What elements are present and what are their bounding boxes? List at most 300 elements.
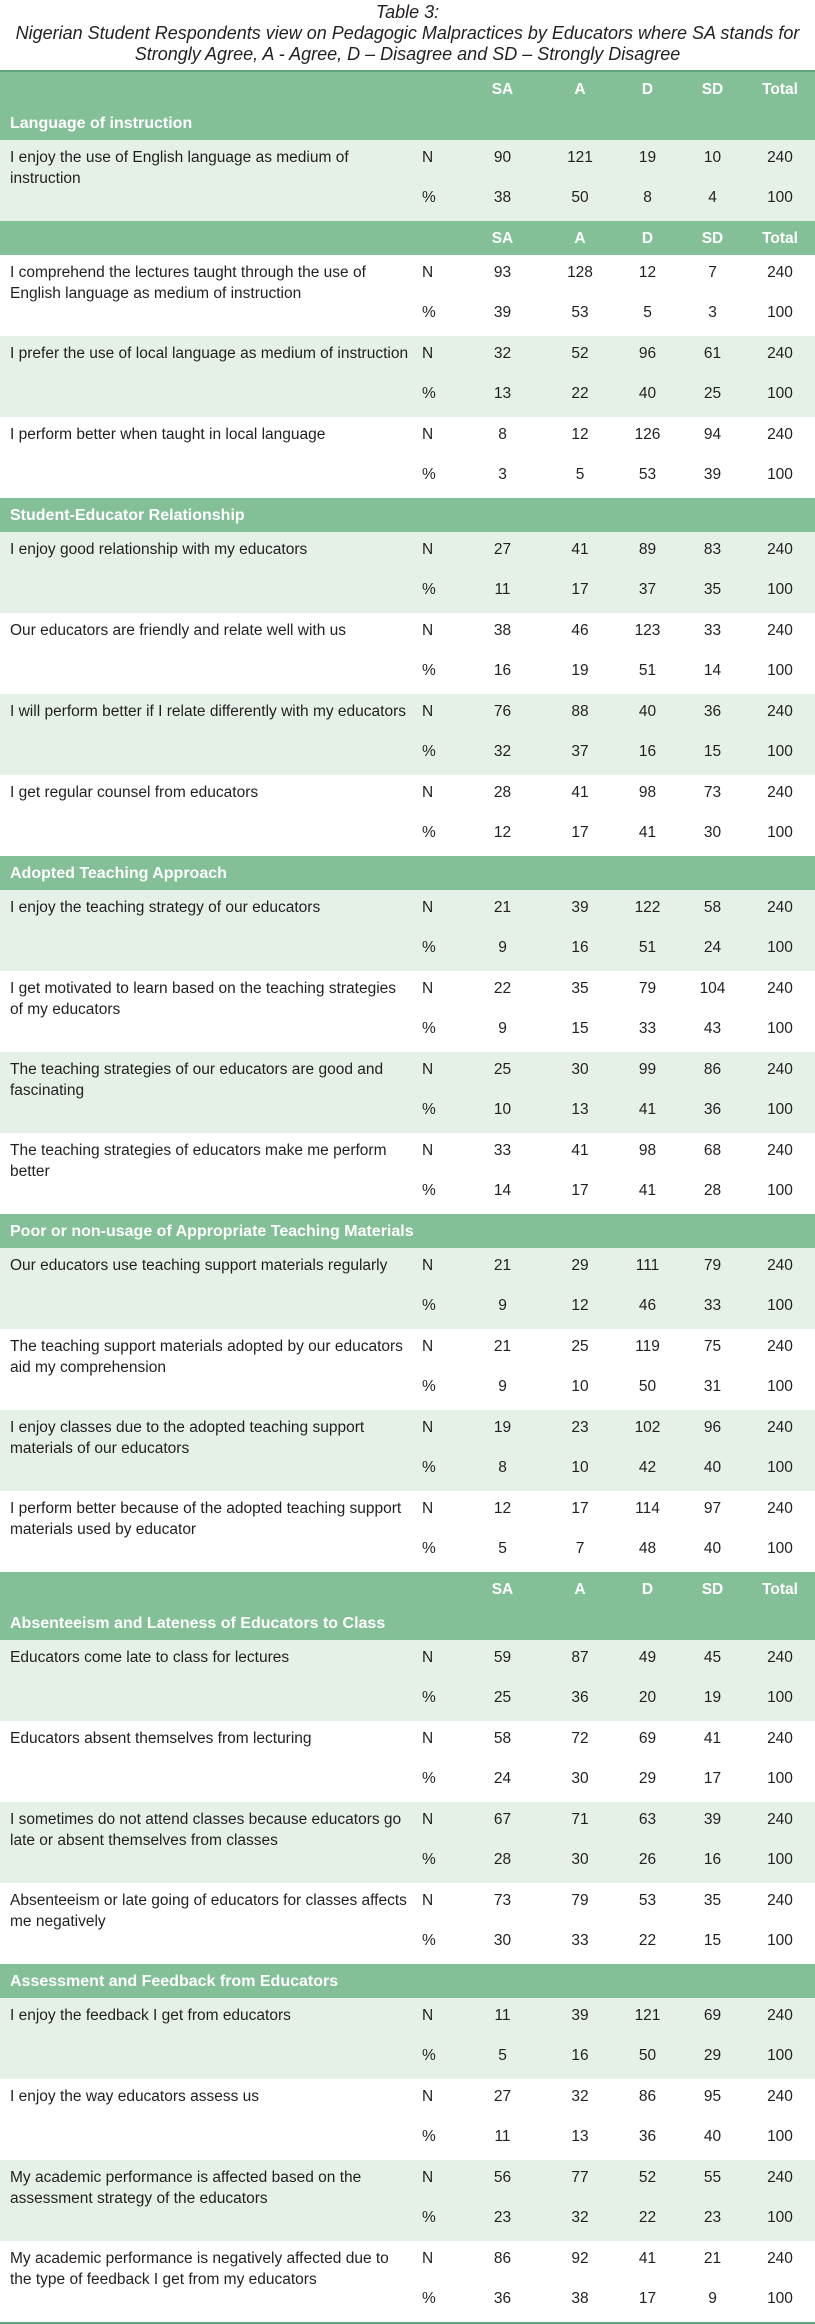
percent-cell: 5 <box>460 1532 545 1572</box>
count-cell: 33 <box>460 1133 545 1174</box>
count-cell: 39 <box>545 1998 615 2039</box>
percent-tag: % <box>420 296 460 336</box>
count-cell: 69 <box>680 1998 745 2039</box>
column-header: D <box>615 221 680 255</box>
table-row-count <box>0 775 815 816</box>
percent-cell: 37 <box>545 735 615 775</box>
column-header: D <box>615 71 680 106</box>
table-row-count <box>0 532 815 573</box>
percent-cell: 100 <box>745 1093 815 1133</box>
percent-tag: % <box>420 1762 460 1802</box>
percent-tag: % <box>420 2282 460 2323</box>
column-header: Total <box>745 71 815 106</box>
table-row-count <box>0 1491 815 1532</box>
percent-cell: 15 <box>680 735 745 775</box>
n-tag: N <box>420 2079 460 2120</box>
percent-cell: 100 <box>745 2120 815 2160</box>
section-title: Assessment and Feedback from Educators <box>0 1964 815 1998</box>
percent-cell: 10 <box>460 1093 545 1133</box>
percent-cell: 32 <box>545 2201 615 2241</box>
statement-label: Educators come late to class for lectures <box>0 1640 420 1721</box>
percent-cell: 41 <box>615 1174 680 1214</box>
percent-cell: 8 <box>460 1451 545 1491</box>
statement-label: The teaching strategies of educators make me perform better <box>0 1133 420 1214</box>
n-tag: N <box>420 1052 460 1093</box>
percent-cell: 100 <box>745 1532 815 1572</box>
section-title: Student-Educator Relationship <box>0 498 815 532</box>
column-header: SA <box>460 221 545 255</box>
percent-cell: 10 <box>545 1451 615 1491</box>
count-cell: 240 <box>745 1329 815 1370</box>
percent-cell: 33 <box>680 1289 745 1329</box>
count-cell: 89 <box>615 532 680 573</box>
count-cell: 240 <box>745 1883 815 1924</box>
table-row-count <box>0 2241 815 2282</box>
count-cell: 77 <box>545 2160 615 2201</box>
survey-table <box>0 70 815 2324</box>
count-cell: 95 <box>680 2079 745 2120</box>
percent-cell: 12 <box>460 816 545 856</box>
percent-cell: 100 <box>745 1289 815 1329</box>
count-cell: 87 <box>545 1640 615 1681</box>
n-tag: N <box>420 1802 460 1843</box>
percent-cell: 23 <box>680 2201 745 2241</box>
percent-cell: 19 <box>680 1681 745 1721</box>
percent-cell: 100 <box>745 458 815 498</box>
n-tag: N <box>420 1998 460 2039</box>
count-cell: 240 <box>745 694 815 735</box>
percent-cell: 100 <box>745 1174 815 1214</box>
percent-cell: 100 <box>745 1451 815 1491</box>
percent-cell: 20 <box>615 1681 680 1721</box>
percent-cell: 24 <box>680 931 745 971</box>
percent-cell: 100 <box>745 181 815 221</box>
percent-cell: 100 <box>745 1370 815 1410</box>
count-cell: 240 <box>745 971 815 1012</box>
count-cell: 27 <box>460 532 545 573</box>
table-row-count <box>0 1329 815 1370</box>
count-cell: 102 <box>615 1410 680 1451</box>
count-cell: 114 <box>615 1491 680 1532</box>
count-cell: 49 <box>615 1640 680 1681</box>
percent-cell: 9 <box>460 931 545 971</box>
table-row-count <box>0 255 815 296</box>
count-cell: 73 <box>460 1883 545 1924</box>
count-cell: 69 <box>615 1721 680 1762</box>
percent-cell: 36 <box>460 2282 545 2323</box>
count-cell: 39 <box>545 890 615 931</box>
n-tag: N <box>420 613 460 654</box>
header-blank-cell <box>0 1572 420 1606</box>
percent-cell: 50 <box>545 181 615 221</box>
percent-cell: 100 <box>745 1762 815 1802</box>
percent-cell: 31 <box>680 1370 745 1410</box>
percent-tag: % <box>420 1289 460 1329</box>
percent-tag: % <box>420 931 460 971</box>
count-cell: 75 <box>680 1329 745 1370</box>
percent-cell: 100 <box>745 931 815 971</box>
section-header-row <box>0 1606 815 1640</box>
count-cell: 10 <box>680 140 745 181</box>
percent-cell: 22 <box>545 377 615 417</box>
count-cell: 30 <box>545 1052 615 1093</box>
percent-cell: 51 <box>615 931 680 971</box>
percent-cell: 53 <box>615 458 680 498</box>
percent-cell: 23 <box>460 2201 545 2241</box>
percent-cell: 12 <box>545 1289 615 1329</box>
column-header: SD <box>680 1572 745 1606</box>
count-cell: 240 <box>745 532 815 573</box>
percent-cell: 3 <box>460 458 545 498</box>
percent-cell: 100 <box>745 735 815 775</box>
count-cell: 67 <box>460 1802 545 1843</box>
statement-label: Educators absent themselves from lecturing <box>0 1721 420 1802</box>
count-cell: 94 <box>680 417 745 458</box>
percent-cell: 100 <box>745 1843 815 1883</box>
count-cell: 68 <box>680 1133 745 1174</box>
percent-cell: 15 <box>680 1924 745 1964</box>
statement-label: I enjoy the feedback I get from educators <box>0 1998 420 2079</box>
percent-cell: 11 <box>460 2120 545 2160</box>
percent-cell: 40 <box>680 1532 745 1572</box>
n-tag: N <box>420 971 460 1012</box>
table-row-count <box>0 1052 815 1093</box>
count-cell: 52 <box>545 336 615 377</box>
percent-cell: 33 <box>545 1924 615 1964</box>
percent-cell: 50 <box>615 2039 680 2079</box>
count-cell: 126 <box>615 417 680 458</box>
percent-cell: 35 <box>680 573 745 613</box>
count-cell: 11 <box>460 1998 545 2039</box>
count-cell: 27 <box>460 2079 545 2120</box>
percent-cell: 30 <box>460 1924 545 1964</box>
table-row-count <box>0 2079 815 2120</box>
table-row-count <box>0 140 815 181</box>
count-cell: 111 <box>615 1248 680 1289</box>
percent-tag: % <box>420 458 460 498</box>
percent-cell: 19 <box>545 654 615 694</box>
survey-table-body <box>0 71 815 2323</box>
percent-cell: 100 <box>745 1681 815 1721</box>
count-cell: 17 <box>545 1491 615 1532</box>
n-tag: N <box>420 1133 460 1174</box>
count-cell: 240 <box>745 2160 815 2201</box>
statement-label: I perform better when taught in local language <box>0 417 420 498</box>
percent-cell: 14 <box>460 1174 545 1214</box>
percent-cell: 17 <box>615 2282 680 2323</box>
count-cell: 7 <box>680 255 745 296</box>
percent-tag: % <box>420 1924 460 1964</box>
statement-label: I get motivated to learn based on the teaching strategies of my educators <box>0 971 420 1052</box>
percent-cell: 16 <box>615 735 680 775</box>
count-cell: 240 <box>745 613 815 654</box>
count-cell: 240 <box>745 1998 815 2039</box>
column-header: Total <box>745 1572 815 1606</box>
header-blank-cell <box>0 71 420 106</box>
percent-cell: 8 <box>615 181 680 221</box>
n-tag: N <box>420 417 460 458</box>
percent-cell: 100 <box>745 1012 815 1052</box>
count-cell: 52 <box>615 2160 680 2201</box>
count-cell: 38 <box>460 613 545 654</box>
count-cell: 79 <box>545 1883 615 1924</box>
percent-cell: 36 <box>680 1093 745 1133</box>
percent-tag: % <box>420 1012 460 1052</box>
percent-cell: 100 <box>745 816 815 856</box>
section-header-row <box>0 856 815 890</box>
column-header: A <box>545 221 615 255</box>
count-cell: 23 <box>545 1410 615 1451</box>
table-number: Table 3: <box>375 2 440 22</box>
count-cell: 56 <box>460 2160 545 2201</box>
percent-cell: 100 <box>745 2039 815 2079</box>
percent-cell: 51 <box>615 654 680 694</box>
percent-cell: 38 <box>460 181 545 221</box>
count-cell: 55 <box>680 2160 745 2201</box>
table-row-count <box>0 2160 815 2201</box>
percent-cell: 4 <box>680 181 745 221</box>
column-header: SD <box>680 221 745 255</box>
count-cell: 58 <box>460 1721 545 1762</box>
count-cell: 240 <box>745 417 815 458</box>
count-cell: 90 <box>460 140 545 181</box>
count-cell: 25 <box>545 1329 615 1370</box>
count-cell: 22 <box>460 971 545 1012</box>
n-tag: N <box>420 336 460 377</box>
count-cell: 19 <box>460 1410 545 1451</box>
percent-cell: 16 <box>545 2039 615 2079</box>
count-cell: 240 <box>745 1410 815 1451</box>
count-cell: 39 <box>680 1802 745 1843</box>
header-blank-cell <box>0 221 420 255</box>
column-header: SA <box>460 1572 545 1606</box>
n-tag: N <box>420 694 460 735</box>
percent-cell: 16 <box>545 931 615 971</box>
statement-label: I will perform better if I relate differently with my educators <box>0 694 420 775</box>
count-cell: 240 <box>745 1802 815 1843</box>
count-cell: 8 <box>460 417 545 458</box>
percent-cell: 30 <box>680 816 745 856</box>
column-header: D <box>615 1572 680 1606</box>
percent-cell: 33 <box>615 1012 680 1052</box>
count-cell: 61 <box>680 336 745 377</box>
count-cell: 12 <box>460 1491 545 1532</box>
count-cell: 58 <box>680 890 745 931</box>
header-blank-cell <box>420 1572 460 1606</box>
percent-cell: 9 <box>460 1370 545 1410</box>
header-blank-cell <box>420 221 460 255</box>
count-cell: 119 <box>615 1329 680 1370</box>
percent-cell: 36 <box>545 1681 615 1721</box>
table-row-count <box>0 1133 815 1174</box>
count-cell: 86 <box>460 2241 545 2282</box>
percent-cell: 40 <box>680 2120 745 2160</box>
percent-cell: 100 <box>745 2282 815 2323</box>
statement-label: My academic performance is negatively affected due to the type of feedback I get from my educators <box>0 2241 420 2323</box>
count-cell: 96 <box>680 1410 745 1451</box>
percent-cell: 37 <box>615 573 680 613</box>
column-header-row <box>0 71 815 106</box>
percent-cell: 13 <box>545 1093 615 1133</box>
percent-tag: % <box>420 2201 460 2241</box>
percent-cell: 38 <box>545 2282 615 2323</box>
n-tag: N <box>420 140 460 181</box>
count-cell: 41 <box>545 775 615 816</box>
header-blank-cell <box>420 71 460 106</box>
count-cell: 32 <box>460 336 545 377</box>
count-cell: 36 <box>680 694 745 735</box>
count-cell: 240 <box>745 1133 815 1174</box>
table-caption <box>0 0 815 70</box>
count-cell: 33 <box>680 613 745 654</box>
percent-cell: 29 <box>680 2039 745 2079</box>
percent-cell: 46 <box>615 1289 680 1329</box>
count-cell: 46 <box>545 613 615 654</box>
percent-cell: 17 <box>545 1174 615 1214</box>
count-cell: 93 <box>460 255 545 296</box>
percent-cell: 30 <box>545 1843 615 1883</box>
count-cell: 86 <box>615 2079 680 2120</box>
n-tag: N <box>420 775 460 816</box>
percent-cell: 17 <box>545 573 615 613</box>
percent-tag: % <box>420 181 460 221</box>
table-row-count <box>0 613 815 654</box>
count-cell: 45 <box>680 1640 745 1681</box>
statement-label: The teaching strategies of our educators are good and fascinating <box>0 1052 420 1133</box>
percent-cell: 40 <box>680 1451 745 1491</box>
percent-cell: 41 <box>615 816 680 856</box>
percent-cell: 39 <box>680 458 745 498</box>
count-cell: 35 <box>680 1883 745 1924</box>
table-row-count <box>0 1998 815 2039</box>
n-tag: N <box>420 890 460 931</box>
percent-cell: 100 <box>745 296 815 336</box>
percent-cell: 100 <box>745 377 815 417</box>
count-cell: 86 <box>680 1052 745 1093</box>
table-row-count <box>0 694 815 735</box>
percent-cell: 7 <box>545 1532 615 1572</box>
n-tag: N <box>420 1248 460 1289</box>
percent-cell: 10 <box>545 1370 615 1410</box>
percent-cell: 9 <box>680 2282 745 2323</box>
count-cell: 76 <box>460 694 545 735</box>
count-cell: 240 <box>745 1491 815 1532</box>
percent-tag: % <box>420 1370 460 1410</box>
count-cell: 41 <box>615 2241 680 2282</box>
count-cell: 41 <box>680 1721 745 1762</box>
percent-cell: 32 <box>460 735 545 775</box>
percent-tag: % <box>420 816 460 856</box>
statement-label: Our educators use teaching support materials regularly <box>0 1248 420 1329</box>
percent-cell: 25 <box>680 377 745 417</box>
count-cell: 240 <box>745 890 815 931</box>
statement-label: I sometimes do not attend classes because educators go late or absent themselves from classes <box>0 1802 420 1883</box>
section-header-row <box>0 1964 815 1998</box>
table-row-count <box>0 1802 815 1843</box>
count-cell: 19 <box>615 140 680 181</box>
n-tag: N <box>420 1410 460 1451</box>
percent-tag: % <box>420 1843 460 1883</box>
statement-label: I enjoy good relationship with my educators <box>0 532 420 613</box>
column-header: A <box>545 1572 615 1606</box>
percent-tag: % <box>420 2039 460 2079</box>
count-cell: 92 <box>545 2241 615 2282</box>
statement-label: My academic performance is affected based on the assessment strategy of the educators <box>0 2160 420 2241</box>
count-cell: 99 <box>615 1052 680 1093</box>
count-cell: 12 <box>615 255 680 296</box>
count-cell: 128 <box>545 255 615 296</box>
column-header: A <box>545 71 615 106</box>
percent-tag: % <box>420 1093 460 1133</box>
percent-cell: 24 <box>460 1762 545 1802</box>
section-title: Absenteeism and Lateness of Educators to Class <box>0 1606 815 1640</box>
n-tag: N <box>420 2241 460 2282</box>
table-row-count <box>0 1410 815 1451</box>
percent-cell: 29 <box>615 1762 680 1802</box>
percent-cell: 11 <box>460 573 545 613</box>
count-cell: 240 <box>745 1052 815 1093</box>
count-cell: 98 <box>615 1133 680 1174</box>
section-title: Language of instruction <box>0 106 815 140</box>
count-cell: 73 <box>680 775 745 816</box>
section-header-row <box>0 498 815 532</box>
count-cell: 104 <box>680 971 745 1012</box>
table-row-count <box>0 971 815 1012</box>
count-cell: 32 <box>545 2079 615 2120</box>
count-cell: 25 <box>460 1052 545 1093</box>
section-header-row <box>0 1214 815 1248</box>
percent-cell: 42 <box>615 1451 680 1491</box>
count-cell: 83 <box>680 532 745 573</box>
percent-cell: 39 <box>460 296 545 336</box>
count-cell: 21 <box>680 2241 745 2282</box>
percent-cell: 5 <box>545 458 615 498</box>
statement-label: Our educators are friendly and relate well with us <box>0 613 420 694</box>
count-cell: 240 <box>745 336 815 377</box>
count-cell: 53 <box>615 1883 680 1924</box>
count-cell: 123 <box>615 613 680 654</box>
statement-label: I enjoy the use of English language as medium of instruction <box>0 140 420 221</box>
percent-cell: 15 <box>545 1012 615 1052</box>
count-cell: 240 <box>745 1640 815 1681</box>
percent-cell: 16 <box>680 1843 745 1883</box>
n-tag: N <box>420 1329 460 1370</box>
n-tag: N <box>420 532 460 573</box>
percent-cell: 14 <box>680 654 745 694</box>
percent-cell: 22 <box>615 2201 680 2241</box>
percent-cell: 100 <box>745 2201 815 2241</box>
count-cell: 121 <box>545 140 615 181</box>
percent-cell: 9 <box>460 1289 545 1329</box>
statement-label: I enjoy classes due to the adopted teaching support materials of our educators <box>0 1410 420 1491</box>
n-tag: N <box>420 1640 460 1681</box>
percent-tag: % <box>420 377 460 417</box>
percent-tag: % <box>420 735 460 775</box>
percent-tag: % <box>420 1681 460 1721</box>
table-title-line-2: Strongly Agree, A - Agree, D – Disagree and SD – Strongly Disagree <box>134 44 681 64</box>
percent-cell: 43 <box>680 1012 745 1052</box>
percent-cell: 100 <box>745 654 815 694</box>
count-cell: 28 <box>460 775 545 816</box>
section-title: Adopted Teaching Approach <box>0 856 815 890</box>
percent-cell: 36 <box>615 2120 680 2160</box>
count-cell: 240 <box>745 1721 815 1762</box>
column-header-row <box>0 1572 815 1606</box>
table-row-count <box>0 417 815 458</box>
percent-cell: 17 <box>545 816 615 856</box>
n-tag: N <box>420 255 460 296</box>
statement-label: I perform better because of the adopted teaching support materials used by educator <box>0 1491 420 1572</box>
